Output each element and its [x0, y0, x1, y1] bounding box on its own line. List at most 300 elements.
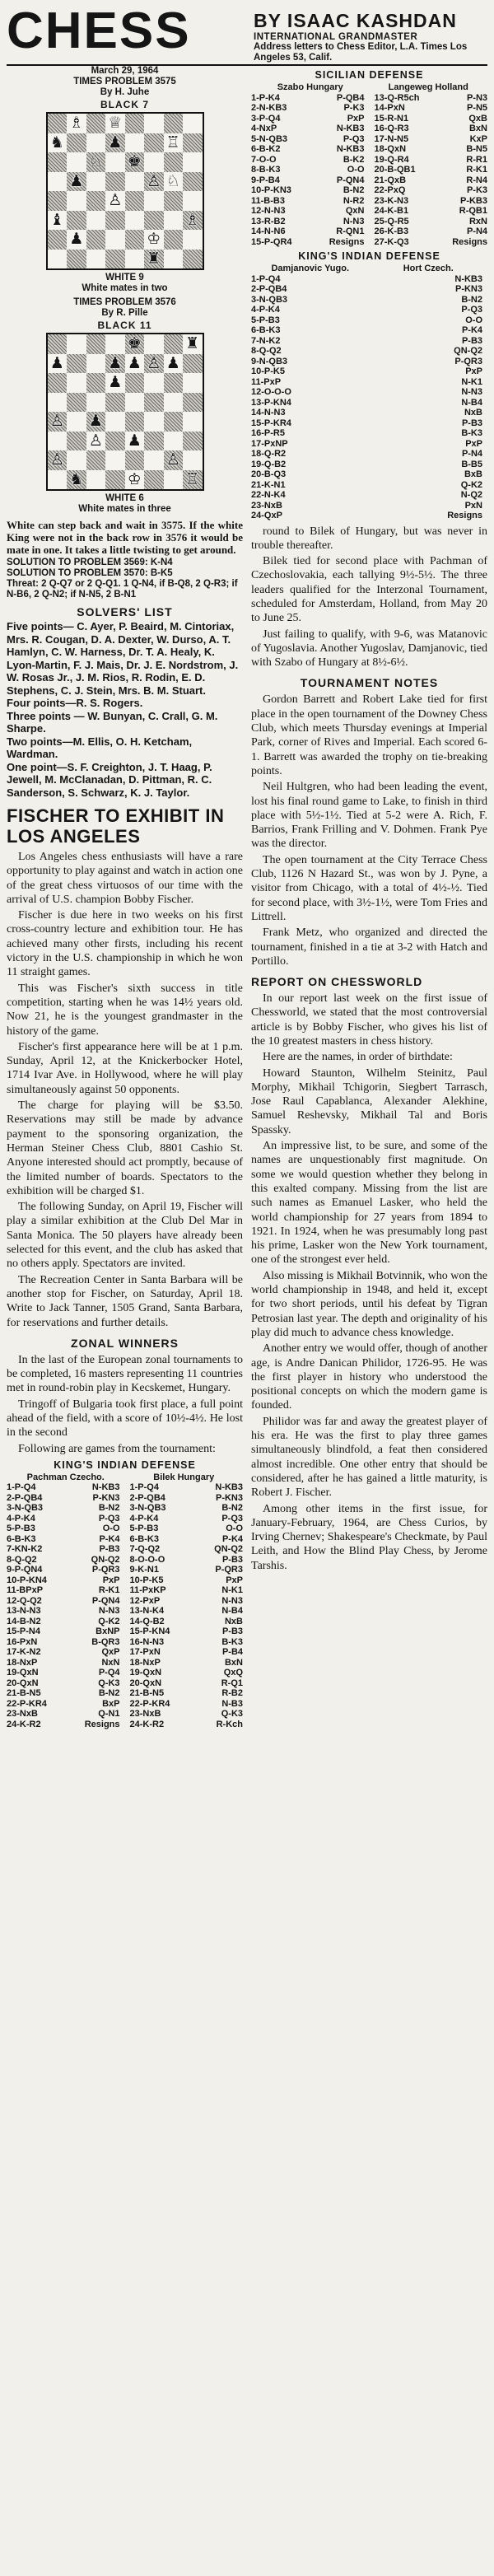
black-move: P-N5	[466, 103, 487, 113]
white-move: 18-Q-R2	[251, 449, 287, 459]
byline-role: INTERNATIONAL GRANDMASTER	[254, 32, 418, 42]
move-row	[370, 134, 488, 145]
chessworld-report	[251, 975, 487, 1573]
black-move: B-K3	[221, 1636, 243, 1647]
white-move: 13-Q-R5ch	[374, 92, 420, 103]
black-move: B-N2	[98, 1688, 120, 1699]
paragraph: Neil Hultgren, who had been leading the event, lost his final round game to Lake, to finish in third place with 5½-1½. Tied at 5-2 were A. Rich, F. Barrios, Frank Frilling and V. Dohmen. Frank Pye was the director.	[251, 781, 487, 851]
move-row	[7, 1688, 125, 1699]
solution-line: SOLUTION TO PROBLEM 3569: K-N4	[7, 558, 173, 567]
black-move: PxN	[464, 500, 482, 511]
black-move: B-N2	[461, 294, 482, 305]
black-move: N-KB3	[336, 124, 365, 133]
board-square	[183, 412, 203, 432]
problem-title: TIMES PROBLEM 3576	[73, 297, 176, 307]
white-move: 1-P-K4	[251, 92, 280, 103]
chess-piece-icon: ♞	[49, 133, 64, 152]
solution-line: Threat: 2 Q-Q7 or 2 Q-Q1. 1 Q-N4, if B-Q8, 2 Q-R3; if N-B6, 2 Q-N2; if N-N5, 2 B-N1	[7, 579, 238, 600]
chess-piece-icon: ♙	[147, 353, 161, 372]
board-square	[164, 373, 184, 393]
board-square	[86, 152, 106, 172]
move-row	[125, 1524, 244, 1534]
board-square	[144, 432, 164, 451]
black-move: P-B4	[221, 1647, 243, 1658]
board-square	[125, 334, 145, 354]
move-row	[370, 144, 488, 155]
board-square	[67, 114, 86, 133]
chess-piece-icon: ♕	[108, 114, 123, 133]
solvers-list	[7, 605, 243, 799]
board-square	[125, 432, 145, 451]
move-row	[125, 1617, 244, 1627]
move-row	[251, 460, 487, 470]
board-square	[164, 450, 184, 470]
black-move: B-K3	[461, 428, 482, 438]
board-square	[183, 432, 203, 451]
chess-piece-icon: ♘	[165, 171, 180, 190]
board-square	[144, 412, 164, 432]
white-label: WHITE 9	[105, 273, 144, 282]
black-move: P-B3	[461, 418, 482, 428]
white-move: 2-P-QB4	[7, 1492, 43, 1503]
move-row	[7, 1544, 125, 1555]
move-row	[125, 1493, 244, 1504]
black-move: PxP	[465, 366, 482, 376]
move-row	[125, 1565, 244, 1575]
board-square	[164, 211, 184, 231]
chess-board-3576	[46, 333, 204, 491]
white-move: 10-P-K5	[129, 1575, 164, 1585]
black-move: N-KB3	[215, 1482, 243, 1493]
black-move: N-KB3	[454, 273, 482, 284]
game-kings-indian-2	[251, 250, 487, 521]
white-move: 11-B-B3	[251, 195, 285, 206]
white-move: 9-P-QN4	[7, 1565, 43, 1575]
white-move: 18-NxP	[7, 1657, 38, 1668]
move-row	[251, 274, 487, 285]
move-row	[125, 1503, 244, 1514]
chess-piece-icon: ♙	[49, 412, 64, 431]
zonal-article	[7, 1337, 243, 1456]
white-move: 19-Q-B2	[251, 459, 287, 469]
move-row	[125, 1596, 244, 1607]
white-move: 12-O-O-O	[251, 387, 291, 397]
white-move: 5-P-B3	[7, 1524, 35, 1534]
black-move: N-B4	[461, 397, 482, 408]
black-move: QxP	[101, 1647, 120, 1658]
move-row	[251, 336, 487, 347]
game-title: KING'S INDIAN DEFENSE	[298, 250, 440, 262]
board-square	[125, 354, 145, 374]
board-square	[125, 450, 145, 470]
chess-piece-icon: ♟	[127, 353, 142, 372]
board-square	[183, 133, 203, 153]
white-move: 10-P-KN3	[251, 185, 291, 195]
move-row	[251, 93, 370, 104]
board-square	[48, 450, 68, 470]
board-square	[67, 354, 86, 374]
black-move: P-QR3	[91, 1565, 120, 1575]
move-row	[125, 1575, 244, 1586]
board-square	[48, 152, 68, 172]
move-row	[370, 103, 488, 114]
board-square	[67, 412, 86, 432]
white-move: 12-N-N3	[251, 206, 286, 216]
move-row	[370, 237, 488, 248]
white-move: 8-O-O-O	[129, 1554, 165, 1565]
paragraph: In the last of the European zonal tournaments to be completed, 16 masters representing 11 countries met in round-robin play in Kecskemet, Hungary.	[7, 1353, 243, 1395]
black-move: P-QR3	[215, 1565, 243, 1575]
white-move: 4-NxP	[251, 124, 277, 133]
board-square	[164, 393, 184, 413]
black-move: Resigns	[447, 511, 482, 520]
move-row	[7, 1493, 125, 1504]
move-row	[370, 206, 488, 217]
black-move: P-Q3	[343, 133, 365, 144]
white-move: 26-K-B3	[374, 226, 409, 236]
black-player: Hort Czech.	[403, 264, 454, 273]
black-player: Langeweg Holland	[388, 82, 468, 92]
board-square	[48, 470, 68, 490]
white-label: WHITE 6	[105, 493, 144, 503]
board-square	[183, 250, 203, 269]
move-row	[251, 501, 487, 511]
board-square	[86, 393, 106, 413]
black-move: Resigns	[84, 1719, 120, 1729]
move-row	[251, 196, 370, 207]
board-square	[125, 250, 145, 269]
black-move: R-Kch	[216, 1719, 243, 1729]
board-square	[86, 432, 106, 451]
board-square	[164, 172, 184, 192]
move-row	[370, 175, 488, 186]
chess-piece-icon: ♙	[108, 191, 123, 210]
move-row	[370, 93, 488, 104]
white-move: 23-NxB	[251, 500, 282, 511]
move-row	[125, 1482, 244, 1493]
white-move: 21-B-N5	[7, 1688, 41, 1699]
move-row	[125, 1626, 244, 1637]
white-move: 4-P-K4	[7, 1513, 35, 1524]
black-move: O-O	[465, 315, 482, 325]
black-move: BxP	[102, 1698, 120, 1709]
board-square	[125, 152, 145, 172]
black-move: RxN	[468, 216, 487, 226]
board-square	[86, 230, 106, 250]
white-move: 16-Q-R3	[374, 124, 409, 133]
fischer-headline: FISCHER TO EXHIBIT IN LOS ANGELES	[7, 805, 225, 847]
problem-notes: White can step back and wait in 3575. If the white King were not in the back row in 3576 it would be mate in one. It takes a little twisting to get around.	[7, 519, 243, 556]
black-move: Resigns	[329, 236, 365, 247]
white-move: 6-B-K3	[129, 1533, 159, 1544]
move-row	[7, 1709, 125, 1720]
board-square	[144, 393, 164, 413]
move-row	[125, 1678, 244, 1689]
game-kings-indian	[7, 1459, 243, 1730]
board-square	[183, 230, 203, 250]
paragraph: Bilek tied for second place with Pachman of Czechoslovakia, each tallying 9½-5½. The three leaders qualified for the Interzonal Tournament, scheduled for Amsterdam, Holland, from May 20 to June 25.	[251, 555, 487, 625]
chess-piece-icon: ♘	[88, 152, 103, 171]
white-move: 17-K-N2	[7, 1647, 41, 1658]
board-square	[86, 334, 106, 354]
white-move: 24-K-R2	[7, 1719, 41, 1729]
game-title: KING'S INDIAN DEFENSE	[54, 1458, 196, 1471]
black-move: P-QN4	[91, 1595, 120, 1606]
move-row	[251, 449, 487, 460]
board-square	[86, 412, 106, 432]
board-square	[164, 114, 184, 133]
black-move: Resigns	[452, 236, 487, 247]
move-row	[7, 1534, 125, 1545]
chess-piece-icon: ♙	[88, 431, 103, 450]
chess-piece-icon: ♟	[108, 373, 123, 392]
chess-piece-icon: ♗	[185, 210, 200, 229]
move-row	[370, 185, 488, 196]
board-square	[164, 230, 184, 250]
board-square	[164, 354, 184, 374]
black-move: Q-K3	[98, 1678, 120, 1688]
white-move: 18-NxP	[129, 1657, 161, 1668]
white-move: 15-P-KN4	[129, 1626, 170, 1637]
white-move: 22-P-KR4	[129, 1698, 170, 1709]
board-square	[67, 334, 86, 354]
solutions	[7, 558, 243, 600]
white-move: 12-PxP	[129, 1595, 161, 1606]
chess-piece-icon: ♚	[127, 334, 142, 353]
black-move: BxNP	[96, 1626, 120, 1637]
move-row	[125, 1606, 244, 1617]
black-label: BLACK 7	[100, 99, 149, 110]
white-move: 3-N-QB3	[129, 1503, 166, 1514]
move-row	[7, 1524, 125, 1534]
move-row	[125, 1720, 244, 1730]
paragraph: The charge for playing will be $3.50. Reservations may still be made by advance payment to the sponsoring organization, the Herman Steiner Chess Club, 8801 Cashio St. Anyone interested should act promptly, because of the limited number of boards. Spectators to the exhibition will be charged $1.	[7, 1099, 243, 1197]
chess-piece-icon: ♟	[165, 353, 180, 372]
move-row	[125, 1555, 244, 1566]
black-player: Bilek Hungary	[153, 1472, 215, 1482]
board-square	[86, 211, 106, 231]
black-move: P-N3	[466, 92, 487, 103]
move-row	[7, 1668, 125, 1678]
board-square	[144, 172, 164, 192]
move-row	[251, 325, 487, 336]
white-player: Szabo Hungary	[277, 82, 343, 92]
black-move: R-N4	[466, 175, 487, 185]
white-move: 10-P-K5	[251, 366, 285, 376]
move-row	[251, 398, 487, 408]
board-square	[125, 412, 145, 432]
board-square	[105, 334, 125, 354]
black-move: QN-Q2	[91, 1554, 120, 1565]
white-player: Damjanovic Yugo.	[271, 264, 350, 273]
black-move: P-KB3	[459, 195, 487, 206]
move-row	[370, 196, 488, 207]
board-square	[86, 373, 106, 393]
chess-piece-icon: ♙	[147, 171, 161, 190]
black-move: N-N3	[343, 216, 365, 226]
black-move: P-Q4	[98, 1668, 120, 1678]
black-move: N-N3	[461, 387, 482, 397]
white-move: 19-QxN	[129, 1668, 162, 1678]
black-move: BxN	[224, 1657, 243, 1668]
move-row	[251, 305, 487, 315]
board-square	[164, 152, 184, 172]
white-move: 21-QxB	[374, 175, 407, 185]
byline	[254, 5, 487, 63]
board-square	[125, 172, 145, 192]
chess-piece-icon: ♔	[147, 230, 161, 249]
white-move: 16-N-N3	[129, 1636, 165, 1647]
white-move: 20-QxN	[129, 1678, 162, 1688]
move-row	[7, 1606, 125, 1617]
black-move: P-N4	[461, 449, 482, 459]
solvers-line: Two points—M. Ellis, O. H. Ketcham, Wardman.	[7, 735, 193, 760]
move-row	[125, 1699, 244, 1710]
black-move: Q-K3	[221, 1709, 243, 1720]
move-row	[7, 1617, 125, 1627]
board-square	[164, 470, 184, 490]
black-move: QxN	[345, 206, 365, 216]
byline-author: BY ISAAC KASHDAN	[254, 10, 457, 31]
black-move: N-B4	[221, 1606, 243, 1617]
white-move: 5-P-B3	[251, 315, 280, 325]
black-move: P-K3	[343, 103, 365, 113]
board-square	[86, 133, 106, 153]
white-move: 6-B-K3	[251, 325, 281, 335]
move-row	[251, 295, 487, 306]
black-move: P-KN3	[454, 284, 482, 294]
board-square	[125, 133, 145, 153]
white-move: 3-N-QB3	[7, 1503, 44, 1514]
bilek-article	[251, 525, 487, 670]
move-row	[7, 1514, 125, 1524]
white-move: 7-Q-Q2	[129, 1544, 161, 1555]
black-move: P-K4	[221, 1533, 243, 1544]
board-square	[105, 152, 125, 172]
white-move: 22-N-K4	[251, 490, 286, 500]
problem-3576	[7, 297, 243, 515]
board-square	[67, 250, 86, 269]
board-square	[67, 133, 86, 153]
white-move: 14-N-N6	[251, 226, 286, 236]
move-row	[125, 1544, 244, 1555]
move-row	[7, 1699, 125, 1710]
white-move: 9-N-QB3	[251, 356, 288, 366]
board-square	[48, 133, 68, 153]
chessworld-headline: REPORT ON CHESSWORLD	[251, 975, 423, 989]
solution-line: SOLUTION TO PROBLEM 3570: B-K5	[7, 568, 173, 578]
move-row	[125, 1647, 244, 1658]
white-move: 14-N-N3	[251, 408, 286, 418]
move-row	[370, 124, 488, 134]
black-move: R-Q1	[221, 1678, 243, 1688]
move-row	[251, 480, 487, 491]
column-title: CHESS	[7, 2, 191, 59]
black-move: KxP	[469, 133, 487, 144]
board-square	[105, 230, 125, 250]
move-row	[125, 1585, 244, 1596]
board-square	[144, 334, 164, 354]
board-square	[144, 450, 164, 470]
white-move: 16-P-R5	[251, 428, 285, 438]
problem-title: TIMES PROBLEM 3575	[73, 77, 176, 86]
white-move: 13-P-KN4	[251, 397, 291, 408]
move-row	[251, 357, 487, 367]
paragraph: Also missing is Mikhail Botvinnik, who won the world championship in 1948, and held it, except for two short periods, until his defeat by Tigran Petrosian last year. The depth and originality of his play did much to advance chess knowledge.	[251, 1269, 488, 1339]
black-move: P-B3	[461, 335, 482, 346]
board-square	[144, 354, 164, 374]
board-square	[48, 412, 68, 432]
black-move: PxP	[347, 113, 365, 124]
move-row	[370, 114, 488, 124]
board-square	[183, 114, 203, 133]
black-move: QN-Q2	[214, 1544, 243, 1555]
move-row	[251, 124, 370, 134]
paragraph: Los Angeles chess enthusiasts will have a rare opportunity to play against and watch in action one of the great chess virtuosos of our time with the arrival of U.S. champion Bobby Fischer.	[7, 851, 243, 906]
board-square	[125, 191, 145, 211]
board-square	[183, 334, 203, 354]
chess-piece-icon: ♟	[69, 171, 84, 190]
board-square	[48, 393, 68, 413]
black-move: O-O	[226, 1524, 243, 1534]
board-square	[125, 211, 145, 231]
white-move: 24-QxP	[251, 511, 282, 520]
board-square	[183, 191, 203, 211]
black-move: P-QN4	[336, 175, 365, 185]
white-move: 15-P-KR4	[251, 418, 291, 428]
board-square	[86, 114, 106, 133]
byline-address: Address letters to Chess Editor, L.A. Times Los Angeles 53, Calif.	[254, 42, 468, 63]
white-move: 2-P-QB4	[129, 1492, 165, 1503]
board-square	[105, 191, 125, 211]
board-square	[183, 373, 203, 393]
move-row	[251, 175, 370, 186]
board-square	[86, 191, 106, 211]
white-move: 3-P-Q4	[251, 113, 281, 124]
paragraph: The following Sunday, on April 19, Fischer will play a similar exhibition at the Club Del Mar in Santa Monica. The 50 players have already been selected for this event, and the club has asked that no others apply. Spectators are invited.	[7, 1201, 243, 1271]
white-move: 20-B-QB1	[374, 165, 416, 175]
move-row	[370, 155, 488, 166]
chess-piece-icon: ♖	[165, 133, 180, 152]
solvers-line: Five points— C. Ayer, P. Beaird, M. Cintoriax, Mrs. R. Cougan, D. A. Dexter, W. Durso, A. T. Hamlyn, C. W. Harness, Dr. T. A. Healy, K. Lyon-Martin, F. J. Mais, Dr. J. E. Nordstrom, J. W. Rosas Jr., J. M. Rios, R. Rodin, E. D. Stephens, C. J. Stein, Mrs. B. M. Stuart.	[7, 620, 239, 697]
move-row	[251, 134, 370, 145]
white-move: 14-Q-B2	[129, 1616, 165, 1626]
black-move: P-N4	[466, 226, 487, 236]
board-square	[144, 133, 164, 153]
chess-piece-icon: ♟	[49, 353, 64, 372]
board-square	[105, 470, 125, 490]
black-move: PxP	[465, 438, 482, 449]
board-square	[105, 432, 125, 451]
black-move: N-K1	[461, 376, 482, 387]
board-square	[105, 133, 125, 153]
black-move: QxQ	[223, 1668, 243, 1678]
black-move: P-KN3	[92, 1492, 120, 1503]
move-row	[251, 226, 370, 237]
black-move: B-K2	[343, 154, 365, 165]
board-square	[48, 114, 68, 133]
paragraph: The Recreation Center in Santa Barbara will be another stop for Fischer, on Saturday, April 18. Write to Jack Tanner, 1505 Grand, Santa Barbara, for reservations and further details.	[7, 1273, 243, 1329]
white-move: 17-N-N5	[374, 133, 409, 144]
board-square	[105, 412, 125, 432]
move-row	[125, 1688, 244, 1699]
black-move: Q-K2	[460, 479, 482, 490]
white-move: 20-QxN	[7, 1678, 39, 1688]
paragraph: Howard Staunton, Wilhelm Steinitz, Paul Morphy, Mikhail Tchigorin, Siegbert Tarrasch, Jose Raul Capablanca, Alexander Alekhine, Samuel Reshevsky, Mikhail Tal and Boris Spassky.	[251, 1066, 487, 1136]
black-move: B-N2	[98, 1503, 120, 1514]
board-square	[164, 334, 184, 354]
white-move: 23-NxB	[7, 1709, 38, 1720]
